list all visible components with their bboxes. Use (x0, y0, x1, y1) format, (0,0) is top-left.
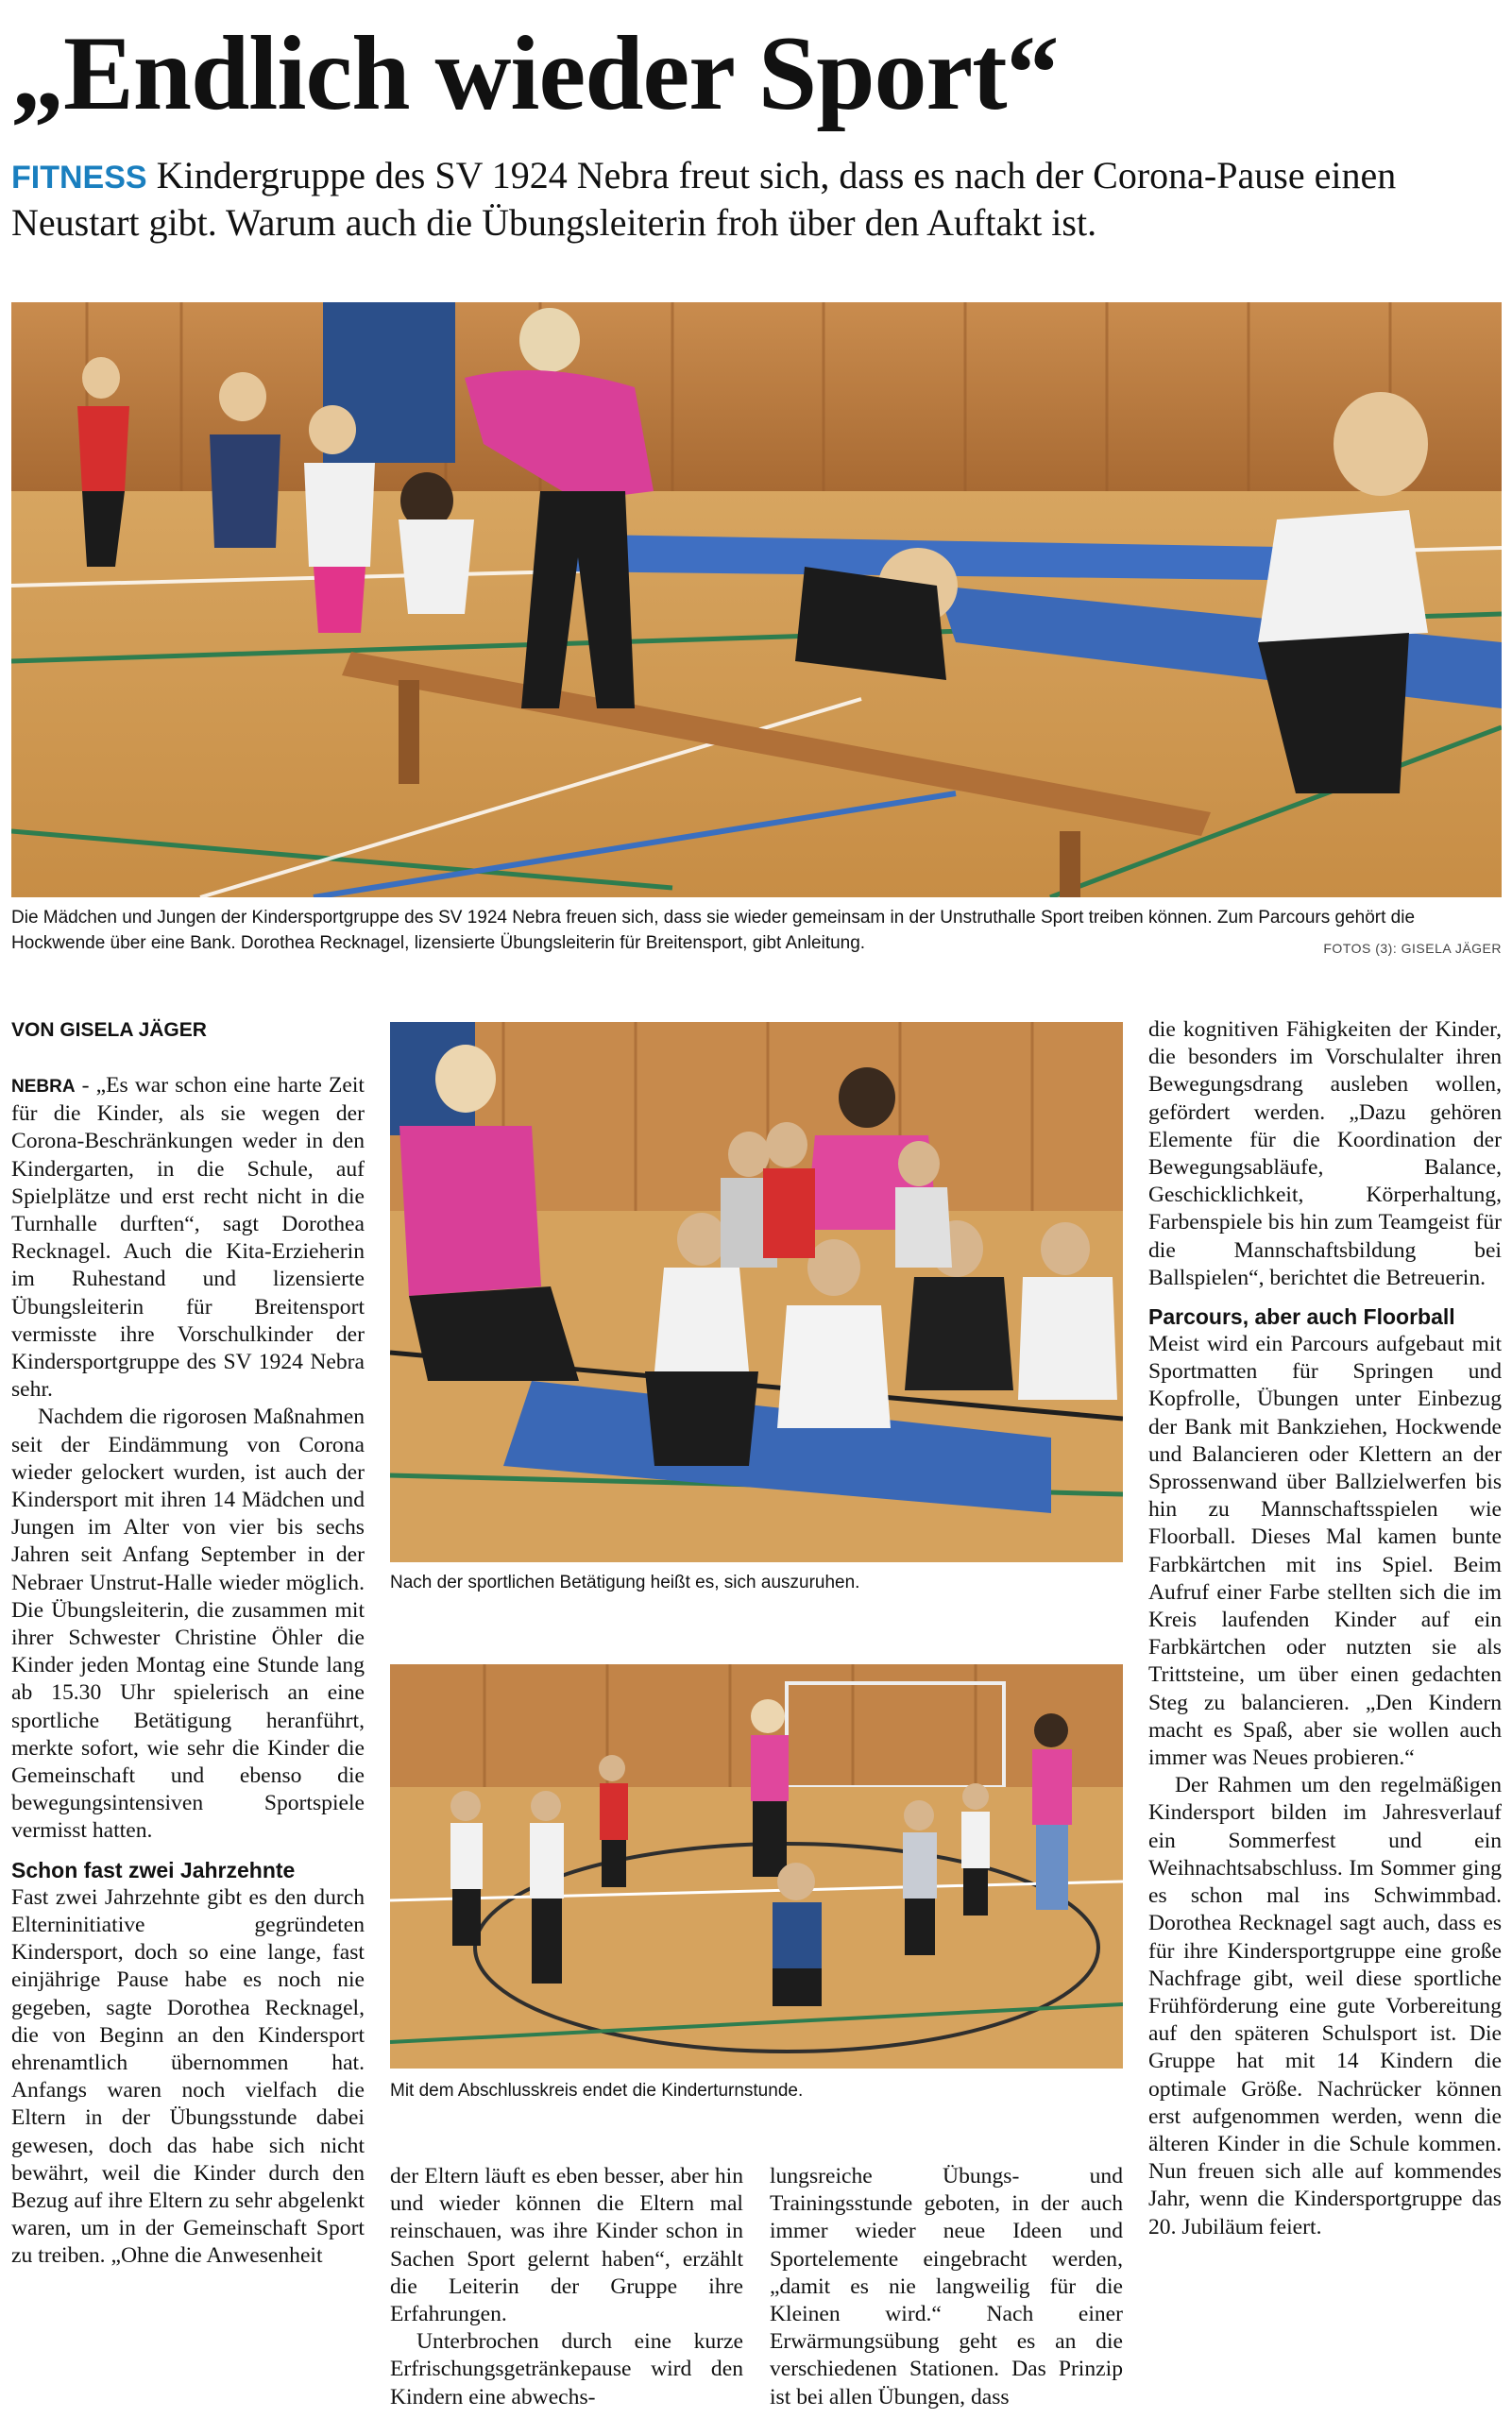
article-column-1 (11, 1016, 365, 2271)
article-column-2 (390, 2163, 743, 2411)
paragraph: Unterbrochen durch eine kurze Erfrischungsgetränkepause wird den Kindern eine abwechs- (390, 2329, 743, 2409)
byline: VON GISELA JÄGER (11, 1019, 207, 1041)
subhead-1: Schon fast zwei Jahrzehnte (11, 1857, 296, 1882)
paragraph: Der Rahmen um den regelmäßigen Kindersport bilden im Jahresverlauf ein Sommerfest und ein Weihnachtsabschluss. Im Sommer ging es schon mal ins Schwimmbad. Dorothea Recknagel sagt auch, dass es für ihre Kindersportgruppe eine große Nachfrage gibt, weil diese sportliche Frühförderung eine gute Vorbereitung auf den späteren Schulsport ist. Die Gruppe hat mit 14 Kindern die optimale Größe. Nachrücker können erst aufgenommen werden, wenn die älteren Kinder in die Schule kommen. Nun freuen sich alle auf kommendes Jahr, wenn die Kindersportgruppe das 20. Jubiläum feiert. (1148, 1773, 1502, 2239)
paragraph: der Eltern läuft es eben besser, aber hin und wieder können die Eltern mal reinschauen, was ihre Kinder schon in Sachen Sport gelernt haben“, erzählt die Leiterin der Gruppe ihre Erfahrungen. (390, 2164, 743, 2327)
main-photo (11, 302, 1502, 897)
paragraph: Nachdem die rigorosen Maßnahmen seit der Eindämmung von Corona wieder gelockert wurden, ist auch der Kindersport mit ihren 14 Mädchen und Jungen im Alter von vier bis sechs Jahren seit Anfang September in der Nebraer Unstrut-Halle wieder möglich. Die Übungsleiterin, die zusammen mit ihrer Schwester Christine Öhler die Kinder jeden Montag eine Stunde lang ab 15.30 Uhr spielerisch an eine sportliche Betätigung heranführt, merkte sofort, wie sehr die Kinder die Gemeinschaft und ebenso die bewegungsintensiven Sportspiele vermisst hatten. (11, 1405, 365, 1844)
paragraph-text: - „Es war schon eine harte Zeit für die Kinder, als sie wegen der Corona-Beschränkungen weder in den Kindergarten, in die Schule, auf Spielplätze und erst recht nicht in die Turnhalle durften“, sagt Dorothea Recknagel. Auch die Kita-Erzieherin im Ruhestand und lizensierte Übungsleiterin für Breitensport vermisste ihre Vorschulkinder der Kindersportgruppe des SV 1924 Nebra sehr. (11, 1073, 365, 1403)
kicker: FITNESS (11, 160, 147, 196)
paragraph: Fast zwei Jahrzehnte gibt es den durch Elterninitiative gegründeten Kindersport, doch so eine lange, fast einjährige Pause habe es noch nie gegeben, sagte Dorothea Recknagel, die von Beginn an den Kindersport ehrenamtlich übernommen hat. Anfangs waren noch vielfach die Eltern in der Übungsstunde dabei gewesen, doch das habe sich nicht bewährt, weil die Kinder durch den Bezug auf ihre Eltern zu sehr abgelenkt waren, um in der Gemeinschaft Sport zu treiben. „Ohne die Anwesenheit (11, 1884, 365, 2269)
paragraph (11, 1072, 365, 1404)
main-photo-image (11, 302, 1502, 897)
rest-photo (390, 1022, 1123, 1562)
photo-credit: FOTOS (3): GISELA JÄGER (1323, 941, 1502, 956)
paragraph: lungsreiche Übungs- und Trainingsstunde geboten, in der auch immer wieder neue Ideen und Sportelemente eingebracht werden, „damit es nie langweilig für die Kleinen wird.“ Nach einer Erwärmungsübung geht es an die verschiedenen Stationen. Das Prinzip ist bei allen Übungen, dass (770, 2164, 1123, 2409)
paragraph: Meist wird ein Parcours aufgebaut mit Sportmatten für Springen und Kopfrolle, Übungen unter Einbezug der Bank mit Bankziehen, Hockwende und Balancieren oder Klettern an der Sprossenwand über Ballzielwerfen bis hin zu Mannschaftsspielen wie Floorball. Dieses Mal kamen bunte Farbkärtchen mit ins Spiel. Beim Aufruf einer Farbe stellten sich die im Kreis laufenden Kinder auf ein Farbkärtchen oder nutzten sie als Trittsteine, um über einen gedachten Steg zu balancieren. „Den Kindern macht es Spaß, aber sie wollen auch immer was Neues probieren.“ (1148, 1332, 1502, 1771)
circle-photo (390, 1664, 1123, 2069)
deck-text: Kindergruppe des SV 1924 Nebra freut sich, dass es nach der Corona-Pause einen Neustart gibt. Warum auch die Übungsleiterin froh über den Auftakt ist. (11, 154, 1397, 244)
article-column-3 (770, 2163, 1123, 2411)
article-column-4 (1148, 1016, 1502, 2241)
main-caption-text: Die Mädchen und Jungen der Kindersportgruppe des SV 1924 Nebra freuen sich, dass sie wieder gemeinsam in der Unstruthalle Sport treiben können. Zum Parcours gehört die Hockwende über eine Bank. Dorothea Recknagel, lizensierte Übungsleiterin für Breitensport, gibt Anleitung. (11, 908, 1416, 953)
subhead-2: Parcours, aber auch Floorball (1148, 1304, 1455, 1330)
rest-photo-image (390, 1022, 1123, 1562)
rest-photo-caption: Nach der sportlichen Betätigung heißt es, sich auszuruhen. (390, 1573, 860, 1592)
headline: „Endlich wieder Sport“ (11, 15, 1059, 132)
main-photo-caption (11, 905, 1502, 962)
paragraph: die kognitiven Fähigkeiten der Kinder, die besonders im Vorschulalter ihren Bewegungsdrang ausleben wollen, gefördert werden. „Dazu gehören Elemente für die Koordination der Bewegungsabläufe, Balance, Geschicklichkeit, Körperhaltung, Farbenspiele bis hin zum Teamgeist für die Mannschaftsbildung bei Ballspielen“, berichtet die Betreuerin. (1148, 1017, 1502, 1290)
deck (11, 153, 1504, 246)
circle-photo-image (390, 1664, 1123, 2069)
dateline: NEBRA (11, 1077, 76, 1097)
circle-photo-caption: Mit dem Abschlusskreis endet die Kinderturnstunde. (390, 2081, 804, 2101)
